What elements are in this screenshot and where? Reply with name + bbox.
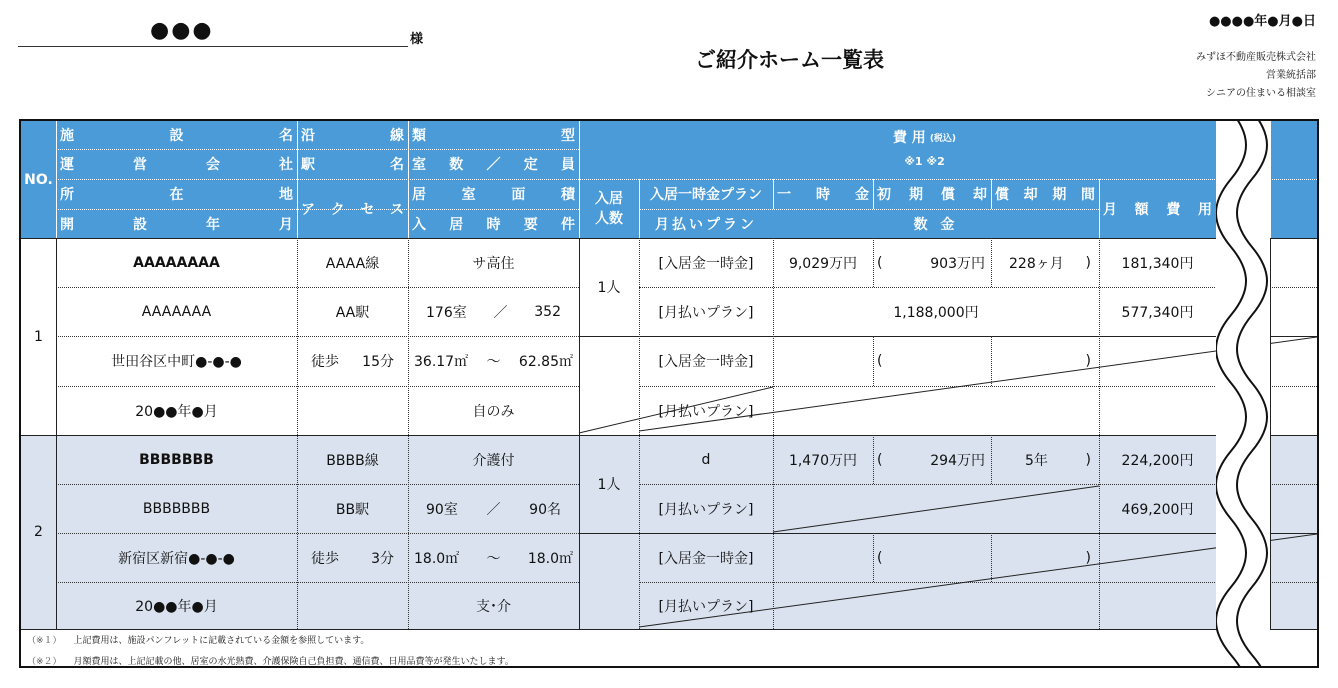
- col-header-line: 沿 線: [301, 128, 404, 144]
- col-header-occupants: 入居人数: [595, 190, 623, 227]
- col-header-facility-name: 施 設 名: [60, 128, 293, 144]
- row-2-plan3-label: [入居金一時金]: [658, 550, 754, 567]
- row-1-opened: 20●●年●月: [135, 403, 218, 420]
- row-2-area: 18.0㎡ ～ 18.0㎡: [414, 550, 573, 567]
- row-2-plan3-paren-open: (: [877, 549, 883, 566]
- row-1-occupants: 1人: [597, 280, 621, 296]
- row-2-access: 徒歩 3分: [311, 550, 394, 567]
- row-2-plan1-period: 5年 ): [1025, 451, 1091, 469]
- company-name: みずほ不動産販売株式会社: [1196, 52, 1316, 63]
- row-2-station: BB駅: [335, 501, 370, 518]
- row-1-plan4-label: [月払いプラン]: [658, 403, 754, 420]
- row-2-operator: BBBBBBB: [142, 500, 211, 517]
- wavy-break-icon: [1216, 121, 1270, 668]
- col-header-opened: 開 設 年 月: [60, 216, 293, 233]
- col-header-amort-period: 償 却 期 間: [995, 187, 1095, 203]
- col-header-type: 類 型: [412, 128, 575, 144]
- office-name: シニアの住まいる相談室: [1206, 88, 1316, 99]
- row-2-plan1-lump: 1,470万円: [788, 452, 858, 469]
- row-2-plan2-label: [月払いプラン]: [658, 501, 754, 518]
- home-list-table: [19, 119, 1319, 668]
- col-header-entry-req: 入 居 時 要 件: [412, 216, 575, 233]
- row-2-entry-req: 支･介: [476, 598, 511, 615]
- row-1-area: 36.17㎡ ～ 62.85㎡: [414, 354, 573, 370]
- col-header-plan-lump: 入居一時金プラン: [650, 187, 762, 203]
- row-1-plan1-label: [入居金一時金]: [658, 255, 754, 272]
- row-1-plan2-monthly: 577,340円: [1121, 304, 1194, 321]
- row-2-plan4-label: [月払いプラン]: [658, 598, 754, 615]
- col-header-room-area: 居 室 面 積: [412, 187, 575, 203]
- col-header-address: 所 在 地: [60, 187, 293, 203]
- page-title: ご紹介ホーム一覧表: [695, 48, 884, 72]
- row-1-plan2-label: [月払いプラン]: [658, 304, 754, 321]
- row-1-line: AAAA線: [325, 255, 380, 272]
- row-2-occupants: 1人: [597, 477, 621, 493]
- col-header-rooms: 室 数 ／ 定 員: [412, 157, 575, 173]
- fee-title: 費 用 (税込): [892, 130, 957, 146]
- row-2-type: 介護付: [472, 452, 515, 469]
- row-1-rooms: 176室 ／ 352: [426, 303, 561, 321]
- row-2-line: BBBB線: [326, 452, 379, 469]
- row-1-plan2-amount: 1,188,000円: [893, 304, 979, 321]
- row-1-access: 徒歩 15分: [311, 354, 394, 370]
- customer-name-underline: [18, 46, 408, 47]
- footnote-1: （※１） 上記費用は、施設パンフレットに記載されている金額を参照しています。: [27, 636, 370, 646]
- row-2-rooms: 90室 ／ 90名: [426, 501, 561, 518]
- row-2-plan2-monthly: 469,200円: [1121, 501, 1194, 518]
- row-2-plan3-paren-close: ): [1085, 549, 1091, 566]
- row-2-address: 新宿区新宿●-●-●: [118, 550, 235, 567]
- col-header-access: ア ク セ ス: [301, 201, 404, 218]
- row-1-plan1-lump: 9,029万円: [788, 255, 858, 272]
- row-1-plan1-period: 228ヶ月 ): [1009, 254, 1091, 272]
- row-2-opened: 20●●年●月: [135, 598, 218, 615]
- col-header-plan-monthly: 月払いプラン: [655, 216, 757, 233]
- row-1-plan3-paren-close: ): [1085, 353, 1091, 369]
- customer-name: ●●●: [150, 18, 214, 43]
- row-2-no: 2: [34, 524, 43, 540]
- col-header-monthly-fee: 月 額 費 用: [1103, 201, 1212, 218]
- col-header-initial-amort: 初 期 償 却: [877, 187, 987, 203]
- row-1-type: サ高住: [472, 255, 515, 272]
- row-1-plan1-monthly: 181,340円: [1121, 255, 1194, 272]
- fee-notes-ref: ※1 ※2: [904, 154, 945, 168]
- row-1-entry-req: 自のみ: [472, 403, 515, 420]
- row-1-address: 世田谷区中町●-●-●: [111, 354, 242, 370]
- department-name: 営業統括部: [1266, 70, 1316, 81]
- row-2-facility-name: BBBBBBB: [139, 451, 214, 468]
- col-header-no: NO.: [24, 171, 53, 188]
- row-2-plan1-initial: ( 294万円: [877, 451, 985, 469]
- col-header-station: 駅 名: [301, 157, 404, 173]
- row-1-station: AA駅: [335, 304, 370, 321]
- row-1-plan3-paren-open: (: [877, 353, 883, 369]
- col-header-amount: 数 金: [913, 216, 959, 233]
- row-1-plan1-initial: ( 903万円: [877, 254, 985, 272]
- document-date: ●●●●年●月●日: [1208, 14, 1316, 29]
- row-2-plan1-label: d: [701, 451, 711, 468]
- col-header-operator: 運 営 会 社: [60, 157, 293, 173]
- row-1-no: 1: [34, 328, 43, 345]
- honorific: 様: [410, 32, 424, 47]
- row-1-facility-name: AAAAAAAA: [133, 254, 220, 271]
- row-1-operator: AAAAAAA: [141, 303, 212, 320]
- col-header-lump-sum: 一 時 金: [777, 187, 869, 203]
- row-1-plan3-label: [入居金一時金]: [658, 354, 754, 370]
- row-2-plan1-monthly: 224,200円: [1121, 452, 1194, 469]
- footnote-2: （※２） 月額費用は、上記記載の他、居室の水光熱費、介護保険自己負担費、通信費、日用品費等が発生いたします。: [27, 657, 514, 667]
